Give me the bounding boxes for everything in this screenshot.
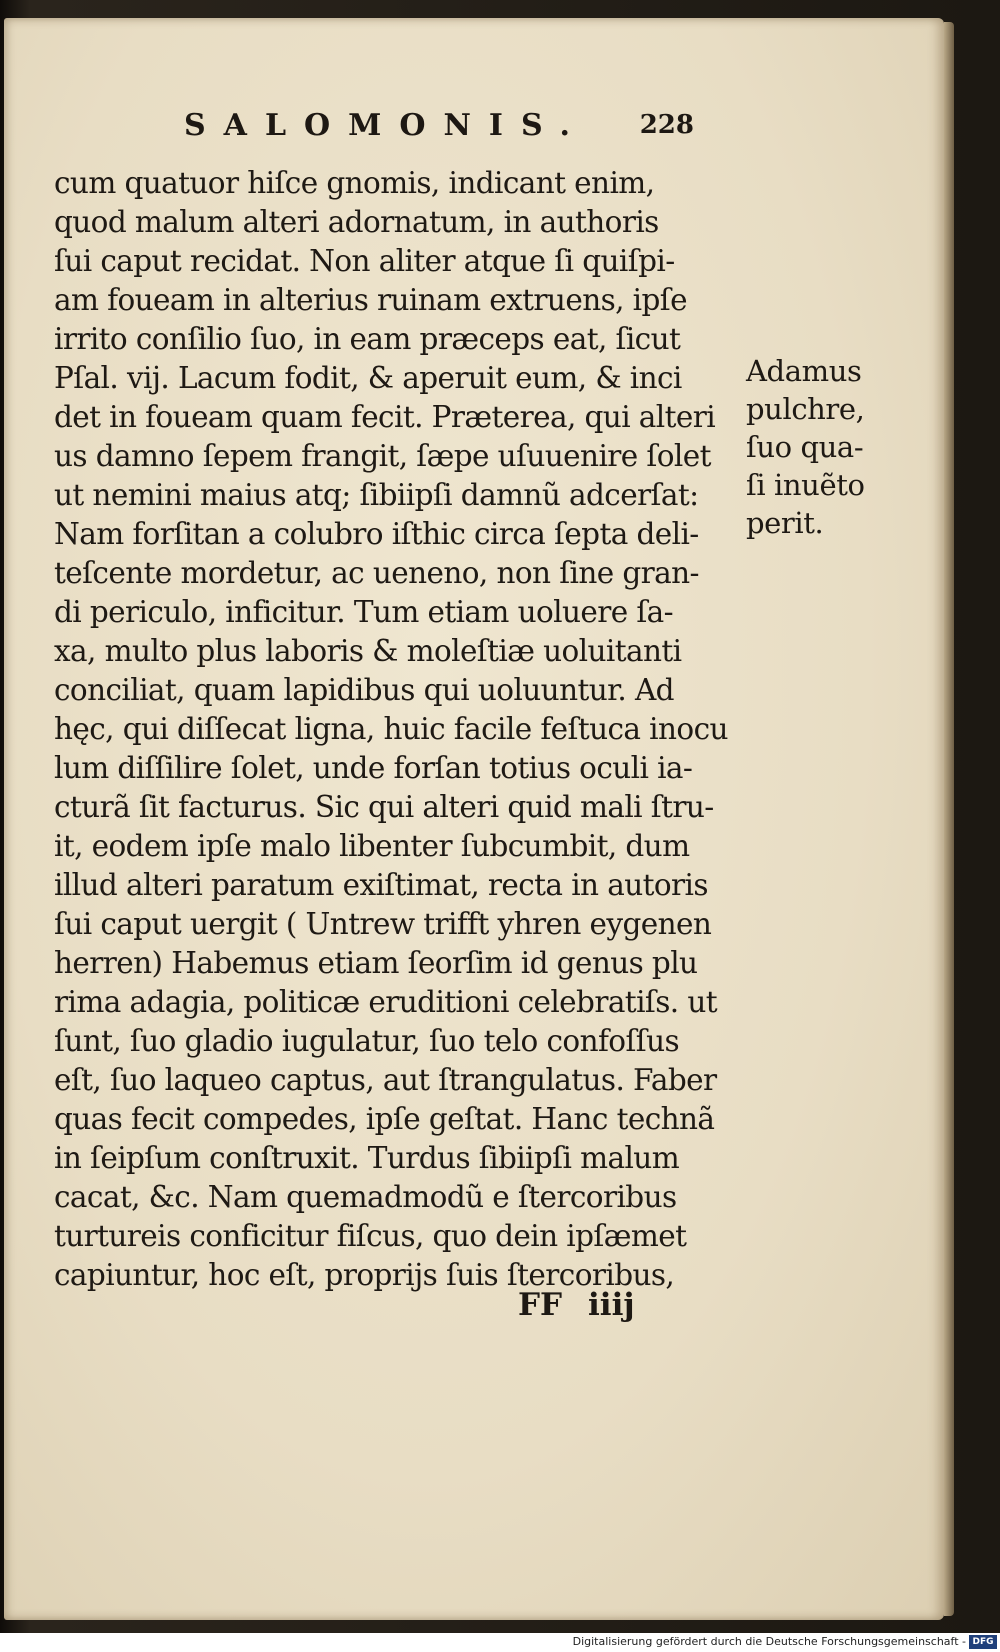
text-line: turtureis conficitur fiſcus, quo dein ipſæmet — [54, 1219, 687, 1253]
text-line: xa, multo plus laboris & moleſtiæ uoluitanti — [54, 634, 682, 668]
text-line: det in foueam quam fecit. Præterea, qui alteri — [54, 400, 716, 434]
page-edge — [944, 22, 954, 1616]
text-line: ſui caput recidat. Non aliter atque ſi quiſpi- — [54, 244, 675, 278]
text-line: quod malum alteri adornatum, in authoris — [54, 205, 659, 239]
page-header — [184, 108, 694, 148]
dfg-logo: DFG — [969, 1635, 997, 1649]
text-line: ut nemini maius atq; ſibiipſi damnũ adcerſat: — [54, 478, 699, 512]
marginal-note-line: ſi inuẽto — [746, 468, 865, 502]
text-line: herren) Habemus etiam ſeorſim id genus plu — [54, 946, 698, 980]
signature-number: iiij — [588, 1287, 635, 1323]
marginal-note — [746, 352, 896, 542]
marginal-note-line: pulchre, — [746, 392, 865, 426]
text-line: teſcente mordetur, ac ueneno, non ſine gran- — [54, 556, 699, 590]
text-line: Nam forſitan a colubro iſthic circa ſepta deli- — [54, 517, 699, 551]
text-line: cacat, &c. Nam quemadmodũ e ſtercoribus — [54, 1180, 677, 1214]
marginal-note-line: ſuo qua- — [746, 430, 864, 464]
text-line: in ſeipſum conſtruxit. Turdus ſibiipſi malum — [54, 1141, 680, 1175]
page-number: 228 — [639, 110, 694, 140]
text-line: hęc, qui diſſecat ligna, huic facile feſtuca inocu — [54, 712, 728, 746]
text-line: illud alteri paratum exiſtimat, recta in autoris — [54, 868, 708, 902]
running-title: SALOMONIS. — [184, 108, 589, 143]
text-line: lum diſſilire ſolet, unde forſan totius oculi ia- — [54, 751, 693, 785]
footer-credit: Digitalisierung gefördert durch die Deutsche Forschungsgemeinschaft - — [572, 1635, 966, 1648]
text-line: conciliat, quam lapidibus qui uoluuntur. Ad — [54, 673, 674, 707]
text-line: irrito conſilio ſuo, in eam præceps eat, ſicut — [54, 322, 681, 356]
text-line: capiuntur, hoc eſt, proprijs ſuis ſtercoribus, — [54, 1258, 675, 1292]
text-line: cum quatuor hiſce gnomis, indicant enim, — [54, 166, 655, 200]
text-line: Pſal. vij. Lacum fodit, & aperuit eum, & inci — [54, 361, 682, 395]
text-line: cturã ſit facturus. Sic qui alteri quid mali ſtru- — [54, 790, 714, 824]
marginal-note-line: Adamus — [746, 354, 862, 388]
body-text — [54, 164, 734, 1295]
text-line: quas fecit compedes, ipſe geſtat. Hanc technã — [54, 1102, 715, 1136]
text-line: ſunt, ſuo gladio iugulatur, ſuo telo confoſſus — [54, 1024, 680, 1058]
signature-letters: FF — [518, 1287, 563, 1323]
text-line: di periculo, inficitur. Tum etiam uoluere ſa- — [54, 595, 674, 629]
signature-mark — [518, 1287, 661, 1323]
marginal-note-line: perit. — [746, 506, 824, 540]
text-line: it, eodem ipſe malo libenter ſubcumbit, dum — [54, 829, 690, 863]
text-line: us damno ſepem frangit, ſæpe uſuuenire ſolet — [54, 439, 711, 473]
text-line: eſt, ſuo laqueo captus, aut ſtrangulatus. Faber — [54, 1063, 717, 1097]
footer-bar — [0, 1633, 1000, 1652]
text-line: rima adagia, politicæ eruditioni celebratiſs. ut — [54, 985, 717, 1019]
text-line: am foueam in alterius ruinam extruens, ipſe — [54, 283, 687, 317]
text-line: ſui caput uergit ( Untrew trifft yhren eygenen — [54, 907, 712, 941]
